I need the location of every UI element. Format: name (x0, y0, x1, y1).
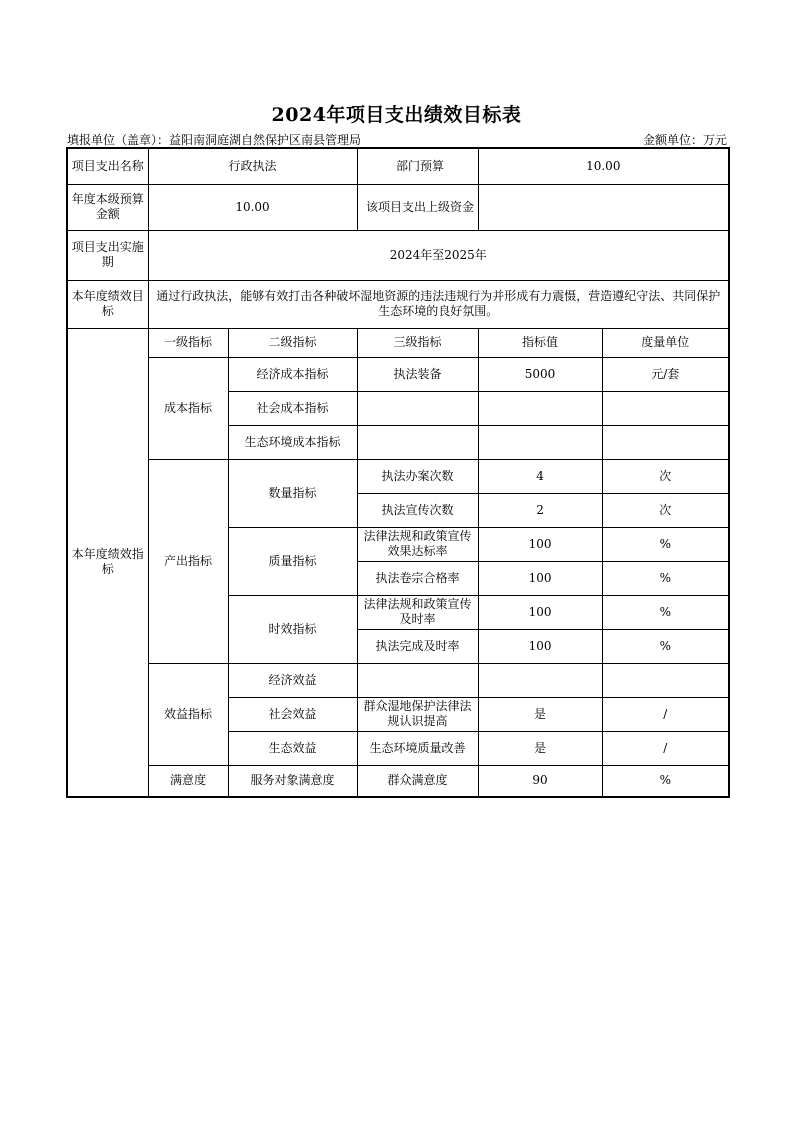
unit-cell: / (602, 697, 729, 731)
level2-service-satisfaction: 服务对象满意度 (228, 765, 357, 797)
header-level1: 一级指标 (148, 328, 228, 357)
value-cell (478, 425, 602, 459)
level2-timeliness: 时效指标 (228, 595, 357, 663)
value-cell: 100 (478, 595, 602, 629)
level1-satisfaction: 满意度 (148, 765, 228, 797)
level3-cell: 群众湿地保护法律法规认识提高 (357, 697, 478, 731)
level3-cell (357, 663, 478, 697)
indicators-section-label: 本年度绩效指标 (67, 328, 148, 797)
superior-funds-label: 该项目支出上级资金 (357, 184, 478, 230)
unit-cell (602, 663, 729, 697)
filing-unit: 填报单位（盖章）：益阳南洞庭湖自然保护区南县管理局 (67, 133, 362, 147)
unit-cell: 次 (602, 493, 729, 527)
goal-value: 通过行政执法，能够有效打击各种破坏湿地资源的违法违规行为并形成有力震慑，营造遵纪守法、共同保护生态环境的良好氛围。 (148, 280, 729, 328)
period-label: 项目支出实施期 (67, 230, 148, 280)
level1-benefit: 效益指标 (148, 663, 228, 765)
unit-cell: 次 (602, 459, 729, 493)
period-value: 2024年至2025年 (148, 230, 729, 280)
level1-cost: 成本指标 (148, 357, 228, 459)
value-cell: 2 (478, 493, 602, 527)
level3-cell: 执法卷宗合格率 (357, 561, 478, 595)
unit-cell: % (602, 629, 729, 663)
unit-cell: % (602, 527, 729, 561)
level2-social-benefit: 社会效益 (228, 697, 357, 731)
value-cell: 是 (478, 697, 602, 731)
page-title: 2024年项目支出绩效目标表 (271, 104, 522, 126)
level3-cell (357, 425, 478, 459)
level2-eco-cost: 生态环境成本指标 (228, 425, 357, 459)
value-cell (478, 391, 602, 425)
unit-cell: 元/套 (602, 357, 729, 391)
project-name-label: 项目支出名称 (67, 148, 148, 184)
header-unit: 度量单位 (602, 328, 729, 357)
value-cell (478, 663, 602, 697)
unit-cell: % (602, 595, 729, 629)
value-cell: 100 (478, 561, 602, 595)
unit-cell: % (602, 561, 729, 595)
level1-output: 产出指标 (148, 459, 228, 663)
dept-budget-value: 10.00 (478, 148, 729, 184)
value-cell: 是 (478, 731, 602, 765)
level3-cell (357, 391, 478, 425)
level3-cell: 执法完成及时率 (357, 629, 478, 663)
dept-budget-label: 部门预算 (357, 148, 478, 184)
level3-cell: 法律法规和政策宣传效果达标率 (357, 527, 478, 561)
level3-cell: 群众满意度 (357, 765, 478, 797)
level2-eco-benefit: 生态效益 (228, 731, 357, 765)
superior-funds-value (478, 184, 729, 230)
level2-social-cost: 社会成本指标 (228, 391, 357, 425)
value-cell: 4 (478, 459, 602, 493)
level3-cell: 执法宣传次数 (357, 493, 478, 527)
level3-cell: 执法装备 (357, 357, 478, 391)
unit-cell: / (602, 731, 729, 765)
value-cell: 100 (478, 629, 602, 663)
value-cell: 5000 (478, 357, 602, 391)
project-name-value: 行政执法 (148, 148, 357, 184)
level2-econ-benefit: 经济效益 (228, 663, 357, 697)
unit-cell: % (602, 765, 729, 797)
level2-quality: 质量指标 (228, 527, 357, 595)
level3-cell: 法律法规和政策宣传及时率 (357, 595, 478, 629)
unit-cell (602, 425, 729, 459)
level3-cell: 生态环境质量改善 (357, 731, 478, 765)
value-cell: 100 (478, 527, 602, 561)
level3-cell: 执法办案次数 (357, 459, 478, 493)
header-level2: 二级指标 (228, 328, 357, 357)
header-value: 指标值 (478, 328, 602, 357)
goal-label: 本年度绩效目标 (67, 280, 148, 328)
value-cell: 90 (478, 765, 602, 797)
level2-econ-cost: 经济成本指标 (228, 357, 357, 391)
annual-budget-value: 10.00 (148, 184, 357, 230)
amount-unit: 金额单位：万元 (642, 133, 727, 147)
performance-table (66, 147, 730, 798)
level2-quantity: 数量指标 (228, 459, 357, 527)
unit-cell (602, 391, 729, 425)
annual-budget-label: 年度本级预算金额 (67, 184, 148, 230)
header-level3: 三级指标 (357, 328, 478, 357)
